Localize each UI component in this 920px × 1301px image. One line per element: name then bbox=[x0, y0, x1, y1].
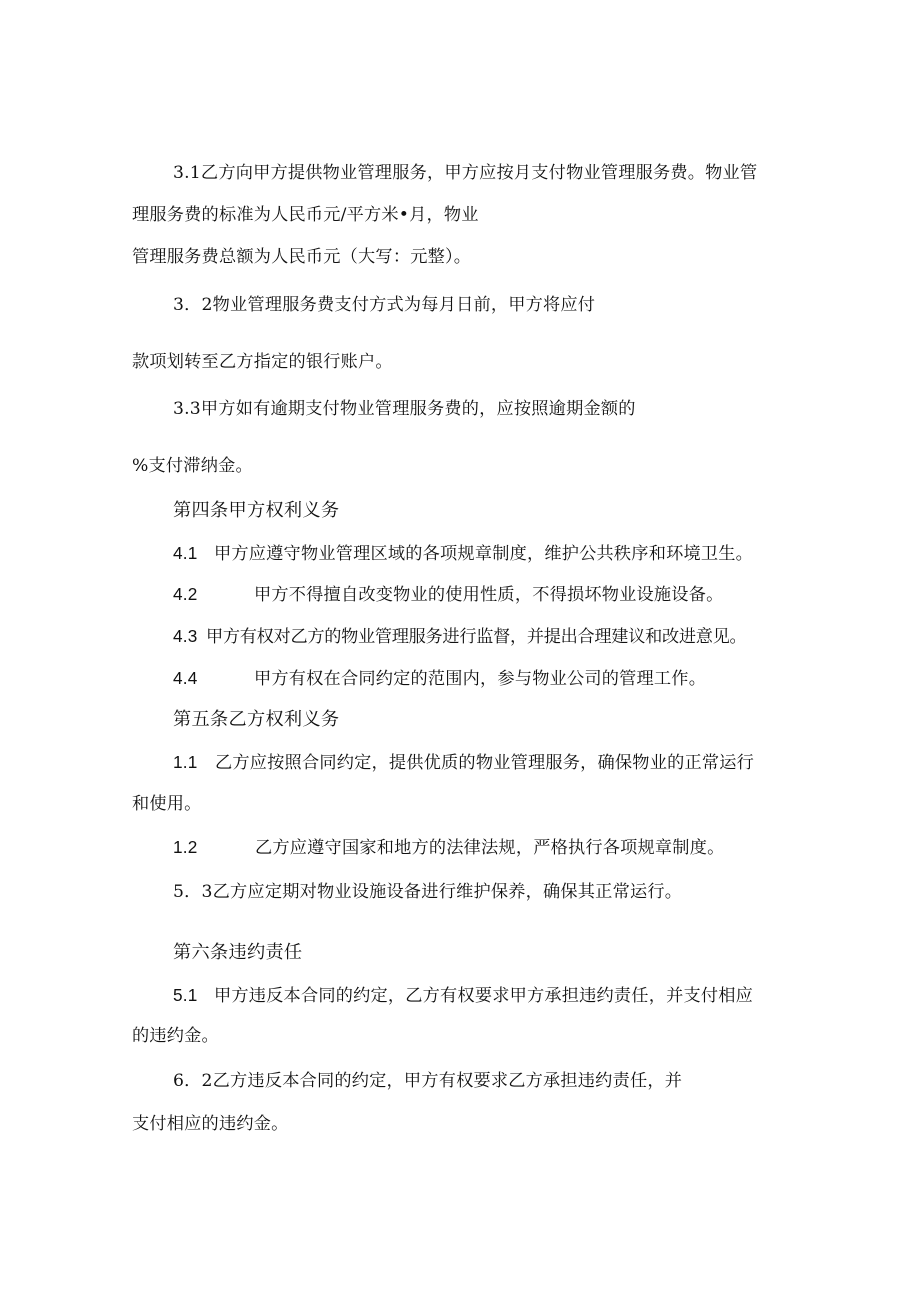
clause-text: 甲方不得擅自改变物业的使用性质，不得损坏物业设施设备。 bbox=[254, 585, 724, 605]
clause-3-1-line-1: 3.1乙方向甲方提供物业管理服务，甲方应按月支付物业管理服务费。物业管 bbox=[173, 163, 758, 183]
clause-text: 甲方有权对乙方的物业管理服务进行监督，并提出合理建议和改进意见。 bbox=[206, 627, 747, 647]
clause-6-2-line-1: 6．2乙方违反本合同的约定，甲方有权要求乙方承担违约责任，并 bbox=[173, 1071, 683, 1091]
clause-6-1-line-2: 的违约金。 bbox=[132, 1026, 219, 1046]
article-5-heading: 第五条乙方权利义务 bbox=[173, 709, 340, 730]
article-6-heading: 第六条违约责任 bbox=[173, 942, 303, 963]
clause-number: 1.1 bbox=[173, 752, 198, 772]
article-4-heading: 第四条甲方权利义务 bbox=[173, 500, 340, 521]
clause-text: 乙方应按照合同约定，提供优质的物业管理服务，确保物业的正常运行 bbox=[215, 753, 755, 773]
clause-number: 4.4 bbox=[173, 668, 198, 688]
clause-number: 5.1 bbox=[173, 985, 198, 1005]
clause-number: 4.1 bbox=[173, 543, 198, 563]
clause-number: 4.3 bbox=[173, 626, 198, 646]
clause-3-3-line-2: %支付滞纳金。 bbox=[132, 456, 253, 476]
clause-5-2 bbox=[173, 835, 724, 860]
clause-5-1-line-1 bbox=[173, 750, 754, 775]
clause-6-2-line-2: 支付相应的违约金。 bbox=[132, 1114, 289, 1134]
clause-5-3: 5．3乙方应定期对物业设施设备进行维护保养，确保其正常运行。 bbox=[173, 882, 683, 902]
clause-4-2 bbox=[173, 582, 723, 607]
clause-5-1-line-2: 和使用。 bbox=[132, 794, 202, 814]
clause-text: 乙方应遵守国家和地方的法律法规，严格执行各项规章制度。 bbox=[255, 838, 725, 858]
clause-3-1-line-2: 理服务费的标准为人民币元/平方米•月，物业 bbox=[132, 205, 479, 225]
clause-4-4 bbox=[173, 666, 706, 691]
clause-number: 1.2 bbox=[173, 837, 198, 857]
clause-3-1-line-3: 管理服务费总额为人民币元（大写：元整）。 bbox=[132, 247, 472, 267]
clause-number: 4.2 bbox=[173, 584, 198, 604]
clause-3-3-line-1: 3.3甲方如有逾期支付物业管理服务费的，应按照逾期金额的 bbox=[173, 399, 636, 419]
clause-text: 甲方有权在合同约定的范围内，参与物业公司的管理工作。 bbox=[254, 669, 707, 689]
clause-3-2-line-1: 3．2物业管理服务费支付方式为每月日前，甲方将应付 bbox=[173, 295, 596, 315]
clause-3-2-line-2: 款项划转至乙方指定的银行账户。 bbox=[132, 352, 393, 372]
clause-text: 甲方应遵守物业管理区域的各项规章制度，维护公共秩序和环境卫生。 bbox=[214, 544, 754, 564]
clause-4-3 bbox=[173, 624, 746, 649]
clause-text: 甲方违反本合同的约定，乙方有权要求甲方承担违约责任，并支付相应 bbox=[214, 986, 754, 1006]
clause-6-1-line-1 bbox=[173, 983, 753, 1008]
clause-4-1 bbox=[173, 541, 753, 566]
